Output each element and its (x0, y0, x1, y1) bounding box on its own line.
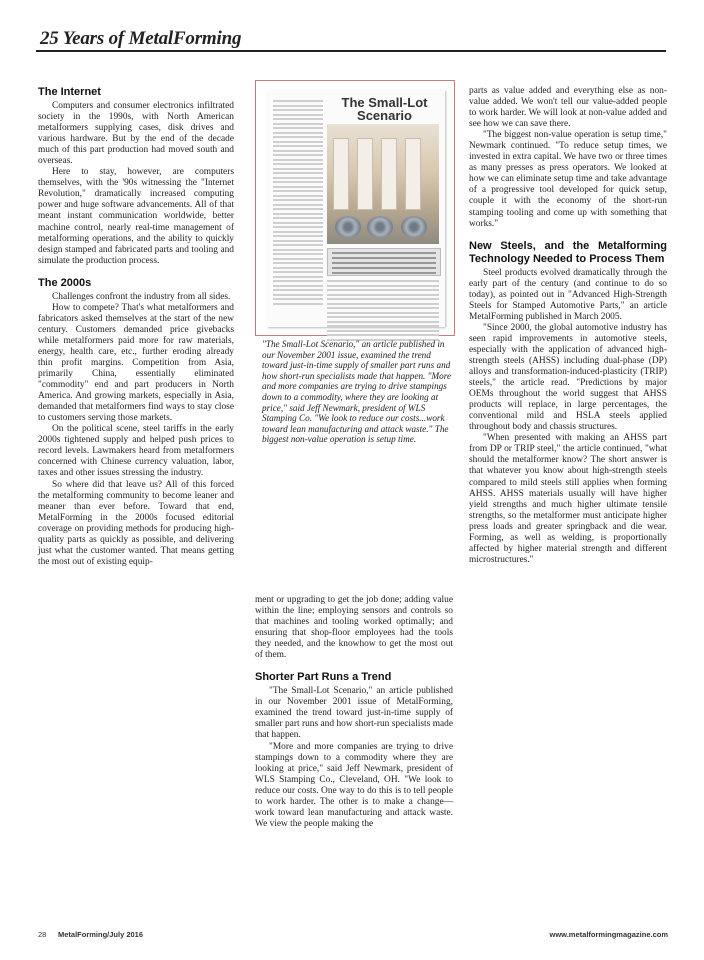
paragraph: Here to stay, however, are computers themselves, with the '90s witnessing the "Internet Revolution," dramatically increased computing power and huge software advancements. All of that meant instant communication worldwide, better machine control, nearly real-time management of metalforming operations, and the ability to quickly design stamped and fabricated parts and tooling and simulate the production process. (38, 167, 234, 266)
header-title-italic: MetalForming (128, 28, 242, 49)
page-header-title (40, 28, 241, 50)
thumbnail-title: The Small-Lot Scenario (341, 95, 428, 123)
column-left (38, 86, 234, 568)
paragraph: "When presented with making an AHSS part from DP or TRIP steel," the article continued, "what should the metalformer know? The short answer is that whatever you know about high-strength steels compared to mild steels still applies when forming AHSS. AHSS materials usually will have higher yield strengths and much higher ultimate tensile strengths, so the metalformer must anticipate higher press loads and greater springback and die wear. Forming, as well as welding, is proportionally affected by higher material strength and different microstructures." (469, 433, 667, 565)
thumbnail-pullquote (327, 248, 441, 276)
paragraph: So where did that leave us? All of this forced the metalforming community to become leaner and meaner than ever before. Toward that end, MetalForming in the 2000s focused editorial coverage on providing methods for producing high-quality parts as quickly as possible, and delivering just what the customer wanted. That means getting the most out of existing equip- (38, 479, 234, 567)
website-url: www.metalformingmagazine.com (549, 930, 668, 939)
header-title-prefix: 25 Years of (40, 28, 129, 49)
heading-2000s: The 2000s (38, 276, 92, 289)
paragraph: Challenges confront the industry from all sides. (52, 291, 231, 302)
heading-internet: The Internet (38, 86, 101, 98)
paragraph: ment or upgrading to get the job done; adding value within the line; employing sensors and controls so that machines and tooling worked optimally; and ensuring that shop-floor employees had the tools they needed, and the knowhow to get the most out of them. (255, 595, 453, 661)
page-header (36, 26, 666, 52)
paragraph: On the political scene, steel tariffs in the early 2000s tightened supply and helped push prices to record levels. Lawmakers heard from metalformers concerned with Chinese currency valuation, labor, taxes and other issues stressing the industry. (38, 424, 234, 479)
column-right (469, 86, 667, 566)
article-thumbnail-page (267, 90, 445, 327)
page-number: 28 (38, 930, 47, 939)
paragraph: "The Small-Lot Scenario," an article published in our November 2001 issue of MetalForming, examined the trend toward just-in-time supply of smaller part runs and how short-run specialists made that happen. (255, 686, 453, 741)
press-line-photo (327, 124, 439, 244)
paragraph: "More and more companies are trying to drive stampings down to a commodity where they are looking at price," said Jeff Newmark, president of WLS Stamping Co., Cleveland, OH. "We look to reduce our costs. One way to do this is to tell people to work harder. The other is to make a change—work toward lean manufacturing and attack waste. We view the people making the (255, 741, 453, 829)
paragraph: Computers and consumer electronics infiltrated society in the 1990s, with North American metalformers supplying cases, disk drives and various hardware. But by the end of the decade much of this part production had moved south and overseas. (38, 101, 234, 167)
figure-caption: "The Small-Lot Scenario," an article published in our November 2001 issue, examined the trend toward just-in-time supply of smaller part runs and how short-run specialists made that happen. "More and more companies are trying to drive stampings down to a commodity, where they are looking at price," said Jeff Newmark, president of WLS Stamping Co. "We look to reduce our costs...work toward lean manufacturing and attack waste." The biggest non-value operation is setup time. (262, 339, 452, 445)
thumbnail-text-bottom (327, 280, 439, 343)
heading-new-steels: New Steels, and the Metalforming Technology Needed to Process Them (469, 239, 667, 265)
paragraph: parts as value added and everything else as non-value added. We won't tell our value-added people to work harder. We will look at non-value added and see how we can save there. (469, 86, 667, 130)
paragraph: How to compete? That's what metalformers and fabricators asked themselves at the start of the new century. Customers demanded price givebacks while metalformers paid more for raw materials, energy, health care, etc., further eroding already thin profit margins. Competition from Asia, primarily China, essentially eliminated "commodity" end and part producers in North America. And growing markets, especially in Asia, demanded that metalformers find ways to stay close to customers serving those markets. (38, 302, 234, 424)
column-middle (255, 595, 453, 830)
paragraph: Steel products evolved dramatically through the early part of the century (and continue to do so today), as pointed out in "Advanced High-Strength Steels for Stamped Automotive Parts," an article MetalForming published in March 2005. (469, 267, 667, 322)
article-thumbnail-figure (255, 80, 455, 336)
paragraph: "Since 2000, the global automotive industry has seen rapid improvements in automotive steels, especially with the application of advanced high-strength steels (AHSS) including dual-phase (DP) alloys and transformation-induced-plasticity (TRIP) steels," the article read. "Predictions by major OEMs throughout the world suggest that AHSS products will replace, in large percentages, the conventional mild and HSLA steels applied throughout body and chassis structures. (469, 322, 667, 433)
publication-line: MetalForming/July 2016 (58, 930, 144, 939)
thumbnail-text-column (273, 100, 323, 307)
heading-shorter-part-runs: Shorter Part Runs a Trend (255, 671, 392, 684)
paragraph: "The biggest non-value operation is setup time," Newmark continued. "To reduce setup times, we invested in extra capital. We have two or three times as many presses as press operators. We looked at how we can eliminate setup time and take advantage of a progressive tool developed for quick setup, couple it with the economy of the short-run stamping tooling and come up with something that works." (469, 130, 667, 229)
